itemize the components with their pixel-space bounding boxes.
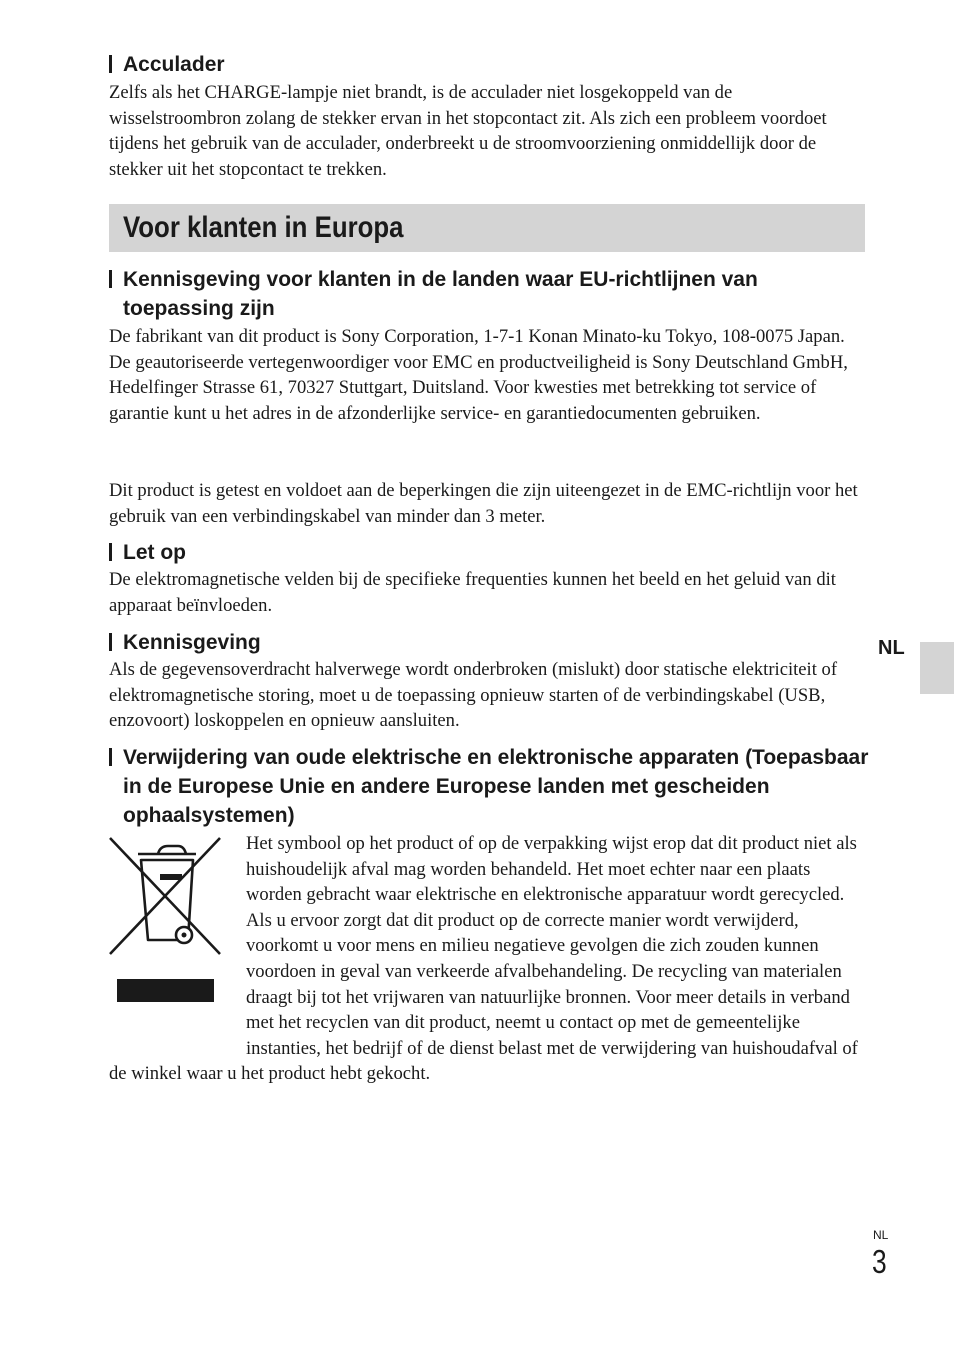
kennisgeving-eu-body-2: Dit product is getest en voldoet aan de beperkingen die zijn uiteengezet in de EMC-richtlijn voor het gebruik van een verbindingskabel van minder dan 3 meter.	[109, 480, 858, 527]
page-number: 3	[872, 1243, 887, 1280]
heading-kennisgeving: Kennisgeving	[109, 628, 869, 657]
heading-bullet	[109, 748, 112, 766]
verwijdering-body: Het symbool op het product of op de verpakking wijst erop dat dit product niet als huishoudelijk afval mag worden behandeld. Het moet echter naar een plaats worden gebracht waar elektrische en elektronische apparatuur wordt gerecycled. Als u ervoor zorgt dat dit product op de correcte manier wordt verwijderd, voorkomt u voor mens en milieu negatieve gevolgen die zich zouden kunnen voordoen in geval van verkeerde afvalbehandeling. De recycling van materialen draagt bij tot het vrijwaren van natuurlijke bronnen. Voor meer details in verband met het recyclen van dit product, neemt u contact op met de gemeentelijke instanties, het bedrijf of de dienst belast met de verwijdering van huishoudafval of de winkel waar u het product hebt gekocht.	[109, 833, 858, 1085]
heading-acculader: Acculader	[109, 50, 869, 79]
section-banner-title: Voor klanten in Europa	[123, 211, 404, 244]
heading-bullet	[109, 270, 112, 288]
language-tab	[920, 642, 954, 694]
crossed-out-wheelie-bin-icon	[108, 836, 222, 1006]
kennisgeving-eu-body-1: De fabrikant van dit product is Sony Corporation, 1-7-1 Konan Minato-ku Tokyo, 108-0075 Japan. De geautoriseerde vertegenwoordiger voor EMC en productveiligheid is Sony Deutschland GmbH, Hedelfinger Strasse 61, 70327 Stuttgart, Duitsland. Voor kwesties met betrekking tot service of garantie kunt u het adres in de afzonderlijke service- en garantiedocumenten gebruiken.	[109, 326, 848, 424]
heading-verwijdering: Verwijdering van oude elektrische en elektronische apparaten (Toepasbaar in de Europese Unie en andere Europese landen met gescheiden ophaalsystemen)	[109, 743, 869, 830]
acculader-body: Zelfs als het CHARGE-lampje niet brandt, is de acculader niet losgekoppeld van de wisselstroombron zolang de stekker ervan in het stopcontact zit. Als zich een probleem voordoet tijdens het gebruik van de acculader, onderbreekt u de stroomvoorziening onmiddellijk door de stekker uit het stopcontact te trekken.	[109, 82, 827, 180]
heading-bullet	[109, 55, 112, 73]
section-banner	[109, 204, 865, 252]
let-op-body: De elektromagnetische velden bij de specifieke frequenties kunnen het beeld en het geluid van dit apparaat beïnvloeden.	[109, 569, 836, 616]
heading-bullet	[109, 543, 112, 561]
language-tab-label: NL	[878, 637, 905, 659]
verwijdering-body-wrap	[109, 831, 867, 1087]
heading-kennisgeving-eu: Kennisgeving voor klanten in de landen waar EU-richtlijnen van toepassing zijn	[109, 265, 869, 323]
kennisgeving-body: Als de gegevensoverdracht halverwege wordt onderbroken (mislukt) door statische elektriciteit of elektromagnetische storing, moet u de toepassing opnieuw starten of de verbindingskabel (USB, enzovoort) loskoppelen en opnieuw aansluiten.	[109, 659, 838, 732]
heading-let-op: Let op	[109, 538, 869, 567]
footer-language: NL	[873, 1228, 889, 1242]
heading-bullet	[109, 633, 112, 651]
